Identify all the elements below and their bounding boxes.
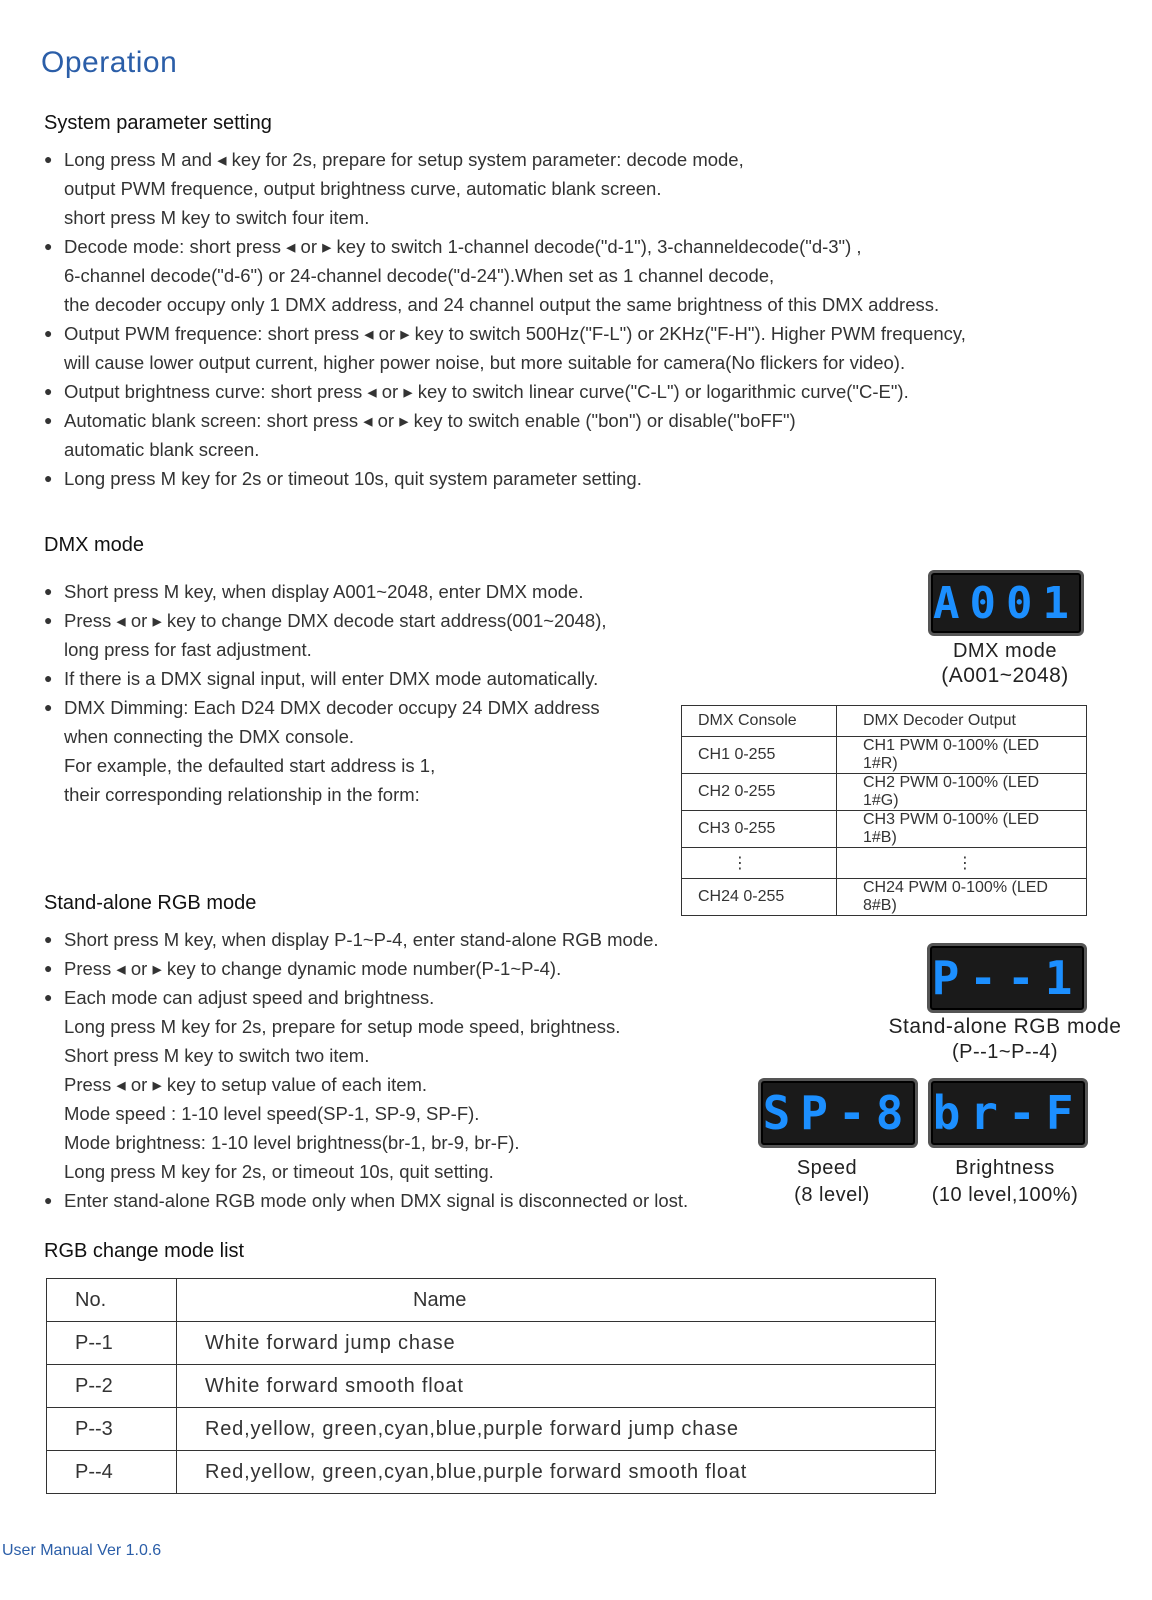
dmx-instructions bbox=[44, 577, 607, 809]
standalone-instructions bbox=[44, 925, 688, 1215]
footer-version: User Manual Ver 1.0.6 bbox=[2, 1542, 162, 1559]
table-header-row bbox=[47, 1279, 936, 1322]
rgb-mode-table bbox=[46, 1278, 936, 1494]
table-row bbox=[682, 848, 1087, 879]
table-row bbox=[682, 774, 1087, 811]
table-cell: P--3 bbox=[47, 1408, 177, 1451]
table-cell: Red,yellow, green,cyan,blue,purple forward jump chase bbox=[177, 1408, 936, 1451]
bullet-line: ● Decode mode: short press ◂ or ▸ key to switch 1-channel decode("d-1"), 3-channeldecode("d-3") , bbox=[44, 232, 966, 261]
table-cell: White forward jump chase bbox=[177, 1322, 936, 1365]
bullet-line: ● If there is a DMX signal input, will enter DMX mode automatically. bbox=[44, 664, 607, 693]
text-line: will cause lower output current, higher power noise, but more suitable for camera(No flickers for video). bbox=[64, 352, 906, 373]
section-heading-rgb-list: RGB change mode list bbox=[44, 1240, 245, 1262]
table-cell: ⋮ bbox=[837, 848, 1087, 879]
bullet-line: ● Press ◂ or ▸ key to change dynamic mode number(P-1~P-4). bbox=[44, 954, 688, 983]
table-row bbox=[682, 737, 1087, 774]
table-row bbox=[682, 879, 1087, 916]
text-line: long press for fast adjustment. bbox=[64, 639, 312, 660]
bullet-line: ● Each mode can adjust speed and brightness. bbox=[44, 983, 688, 1012]
system-instructions bbox=[44, 145, 966, 493]
dmx-mode-caption: DMX mode bbox=[952, 640, 1058, 662]
table-cell: CH2 PWM 0-100% (LED 1#G) bbox=[837, 774, 1087, 811]
table-row bbox=[47, 1322, 936, 1365]
text-line: short press M key to switch four item. bbox=[64, 207, 370, 228]
standalone-mode-caption: Stand-alone RGB mode bbox=[888, 1015, 1122, 1038]
table-header: Name bbox=[177, 1279, 936, 1322]
bullet-line: ● Long press M and ◂ key for 2s, prepare for setup system parameter: decode mode, bbox=[44, 145, 966, 174]
text-line: Mode speed : 1-10 level speed(SP-1, SP-9, SP-F). bbox=[64, 1103, 480, 1124]
bullet-line: ● DMX Dimming: Each D24 DMX decoder occupy 24 DMX address bbox=[44, 693, 607, 722]
led-display-mode: P--1 bbox=[927, 943, 1087, 1013]
table-cell: P--4 bbox=[47, 1451, 177, 1494]
bullet-line: ● Short press M key, when display P-1~P-4, enter stand-alone RGB mode. bbox=[44, 925, 688, 954]
table-cell: CH3 0-255 bbox=[682, 811, 837, 848]
text-line: Press ◂ or ▸ key to setup value of each item. bbox=[64, 1074, 428, 1095]
table-cell: White forward smooth float bbox=[177, 1365, 936, 1408]
bullet-line: ● Long press M key for 2s or timeout 10s, quit system parameter setting. bbox=[44, 464, 966, 493]
text-line: when connecting the DMX console. bbox=[64, 726, 355, 747]
table-cell: Red,yellow, green,cyan,blue,purple forward smooth float bbox=[177, 1451, 936, 1494]
table-row bbox=[47, 1408, 936, 1451]
section-heading-dmx: DMX mode bbox=[44, 534, 145, 556]
bullet-line: ● Output brightness curve: short press ◂ or ▸ key to switch linear curve("C-L") or logarithmic curve("C-E"). bbox=[44, 377, 966, 406]
bullet-line: ● Enter stand-alone RGB mode only when DMX signal is disconnected or lost. bbox=[44, 1186, 688, 1215]
dmx-mapping-table bbox=[681, 705, 1087, 916]
bullet-line: ● Press ◂ or ▸ key to change DMX decode start address(001~2048), bbox=[44, 606, 607, 635]
table-cell: CH1 0-255 bbox=[682, 737, 837, 774]
table-cell: CH2 0-255 bbox=[682, 774, 837, 811]
table-row bbox=[47, 1365, 936, 1408]
text-line: the decoder occupy only 1 DMX address, and 24 channel output the same brightness of this DMX address. bbox=[64, 294, 940, 315]
text-line: automatic blank screen. bbox=[64, 439, 260, 460]
section-heading-standalone: Stand-alone RGB mode bbox=[44, 892, 257, 914]
text-line: 6-channel decode("d-6") or 24-channel decode("d-24").When set as 1 channel decode, bbox=[64, 265, 775, 286]
speed-caption: Speed bbox=[796, 1157, 858, 1179]
page-title: Operation bbox=[41, 46, 178, 79]
table-row bbox=[682, 811, 1087, 848]
speed-level-caption: (8 level) bbox=[794, 1184, 870, 1206]
text-line: Mode brightness: 1-10 level brightness(br-1, br-9, br-F). bbox=[64, 1132, 520, 1153]
table-header-row bbox=[682, 706, 1087, 737]
text-line: their corresponding relationship in the form: bbox=[64, 784, 420, 805]
table-cell: CH24 PWM 0-100% (LED 8#B) bbox=[837, 879, 1087, 916]
led-display-brightness: br-F bbox=[928, 1078, 1088, 1148]
bullet-line: ● Short press M key, when display A001~2048, enter DMX mode. bbox=[44, 577, 607, 606]
text-line: Long press M key for 2s, or timeout 10s, quit setting. bbox=[64, 1161, 494, 1182]
table-header: DMX Decoder Output bbox=[837, 706, 1087, 737]
bullet-line: ● Automatic blank screen: short press ◂ or ▸ key to switch enable ("bon") or disable("boFF") bbox=[44, 406, 966, 435]
table-cell: P--2 bbox=[47, 1365, 177, 1408]
text-line: Long press M key for 2s, prepare for setup mode speed, brightness. bbox=[64, 1016, 621, 1037]
led-display-dmx: A001 bbox=[928, 570, 1084, 636]
table-header: No. bbox=[47, 1279, 177, 1322]
table-cell: CH24 0-255 bbox=[682, 879, 837, 916]
section-heading-system: System parameter setting bbox=[44, 112, 272, 134]
table-cell: CH3 PWM 0-100% (LED 1#B) bbox=[837, 811, 1087, 848]
standalone-range-caption: (P--1~P--4) bbox=[951, 1041, 1059, 1063]
table-row bbox=[47, 1451, 936, 1494]
table-cell: CH1 PWM 0-100% (LED 1#R) bbox=[837, 737, 1087, 774]
led-display-speed: SP-8 bbox=[758, 1078, 918, 1148]
text-line: output PWM frequence, output brightness curve, automatic blank screen. bbox=[64, 178, 662, 199]
text-line: For example, the defaulted start address is 1, bbox=[64, 755, 436, 776]
brightness-level-caption: (10 level,100%) bbox=[931, 1184, 1079, 1206]
table-header: DMX Console bbox=[682, 706, 837, 737]
table-cell: P--1 bbox=[47, 1322, 177, 1365]
table-cell: ⋮ bbox=[682, 848, 837, 879]
brightness-caption: Brightness bbox=[955, 1157, 1055, 1179]
text-line: Short press M key to switch two item. bbox=[64, 1045, 370, 1066]
dmx-range-caption: (A001~2048) bbox=[941, 664, 1069, 687]
bullet-line: ● Output PWM frequence: short press ◂ or ▸ key to switch 500Hz("F-L") or 2KHz("F-H"). Higher PWM frequency, bbox=[44, 319, 966, 348]
